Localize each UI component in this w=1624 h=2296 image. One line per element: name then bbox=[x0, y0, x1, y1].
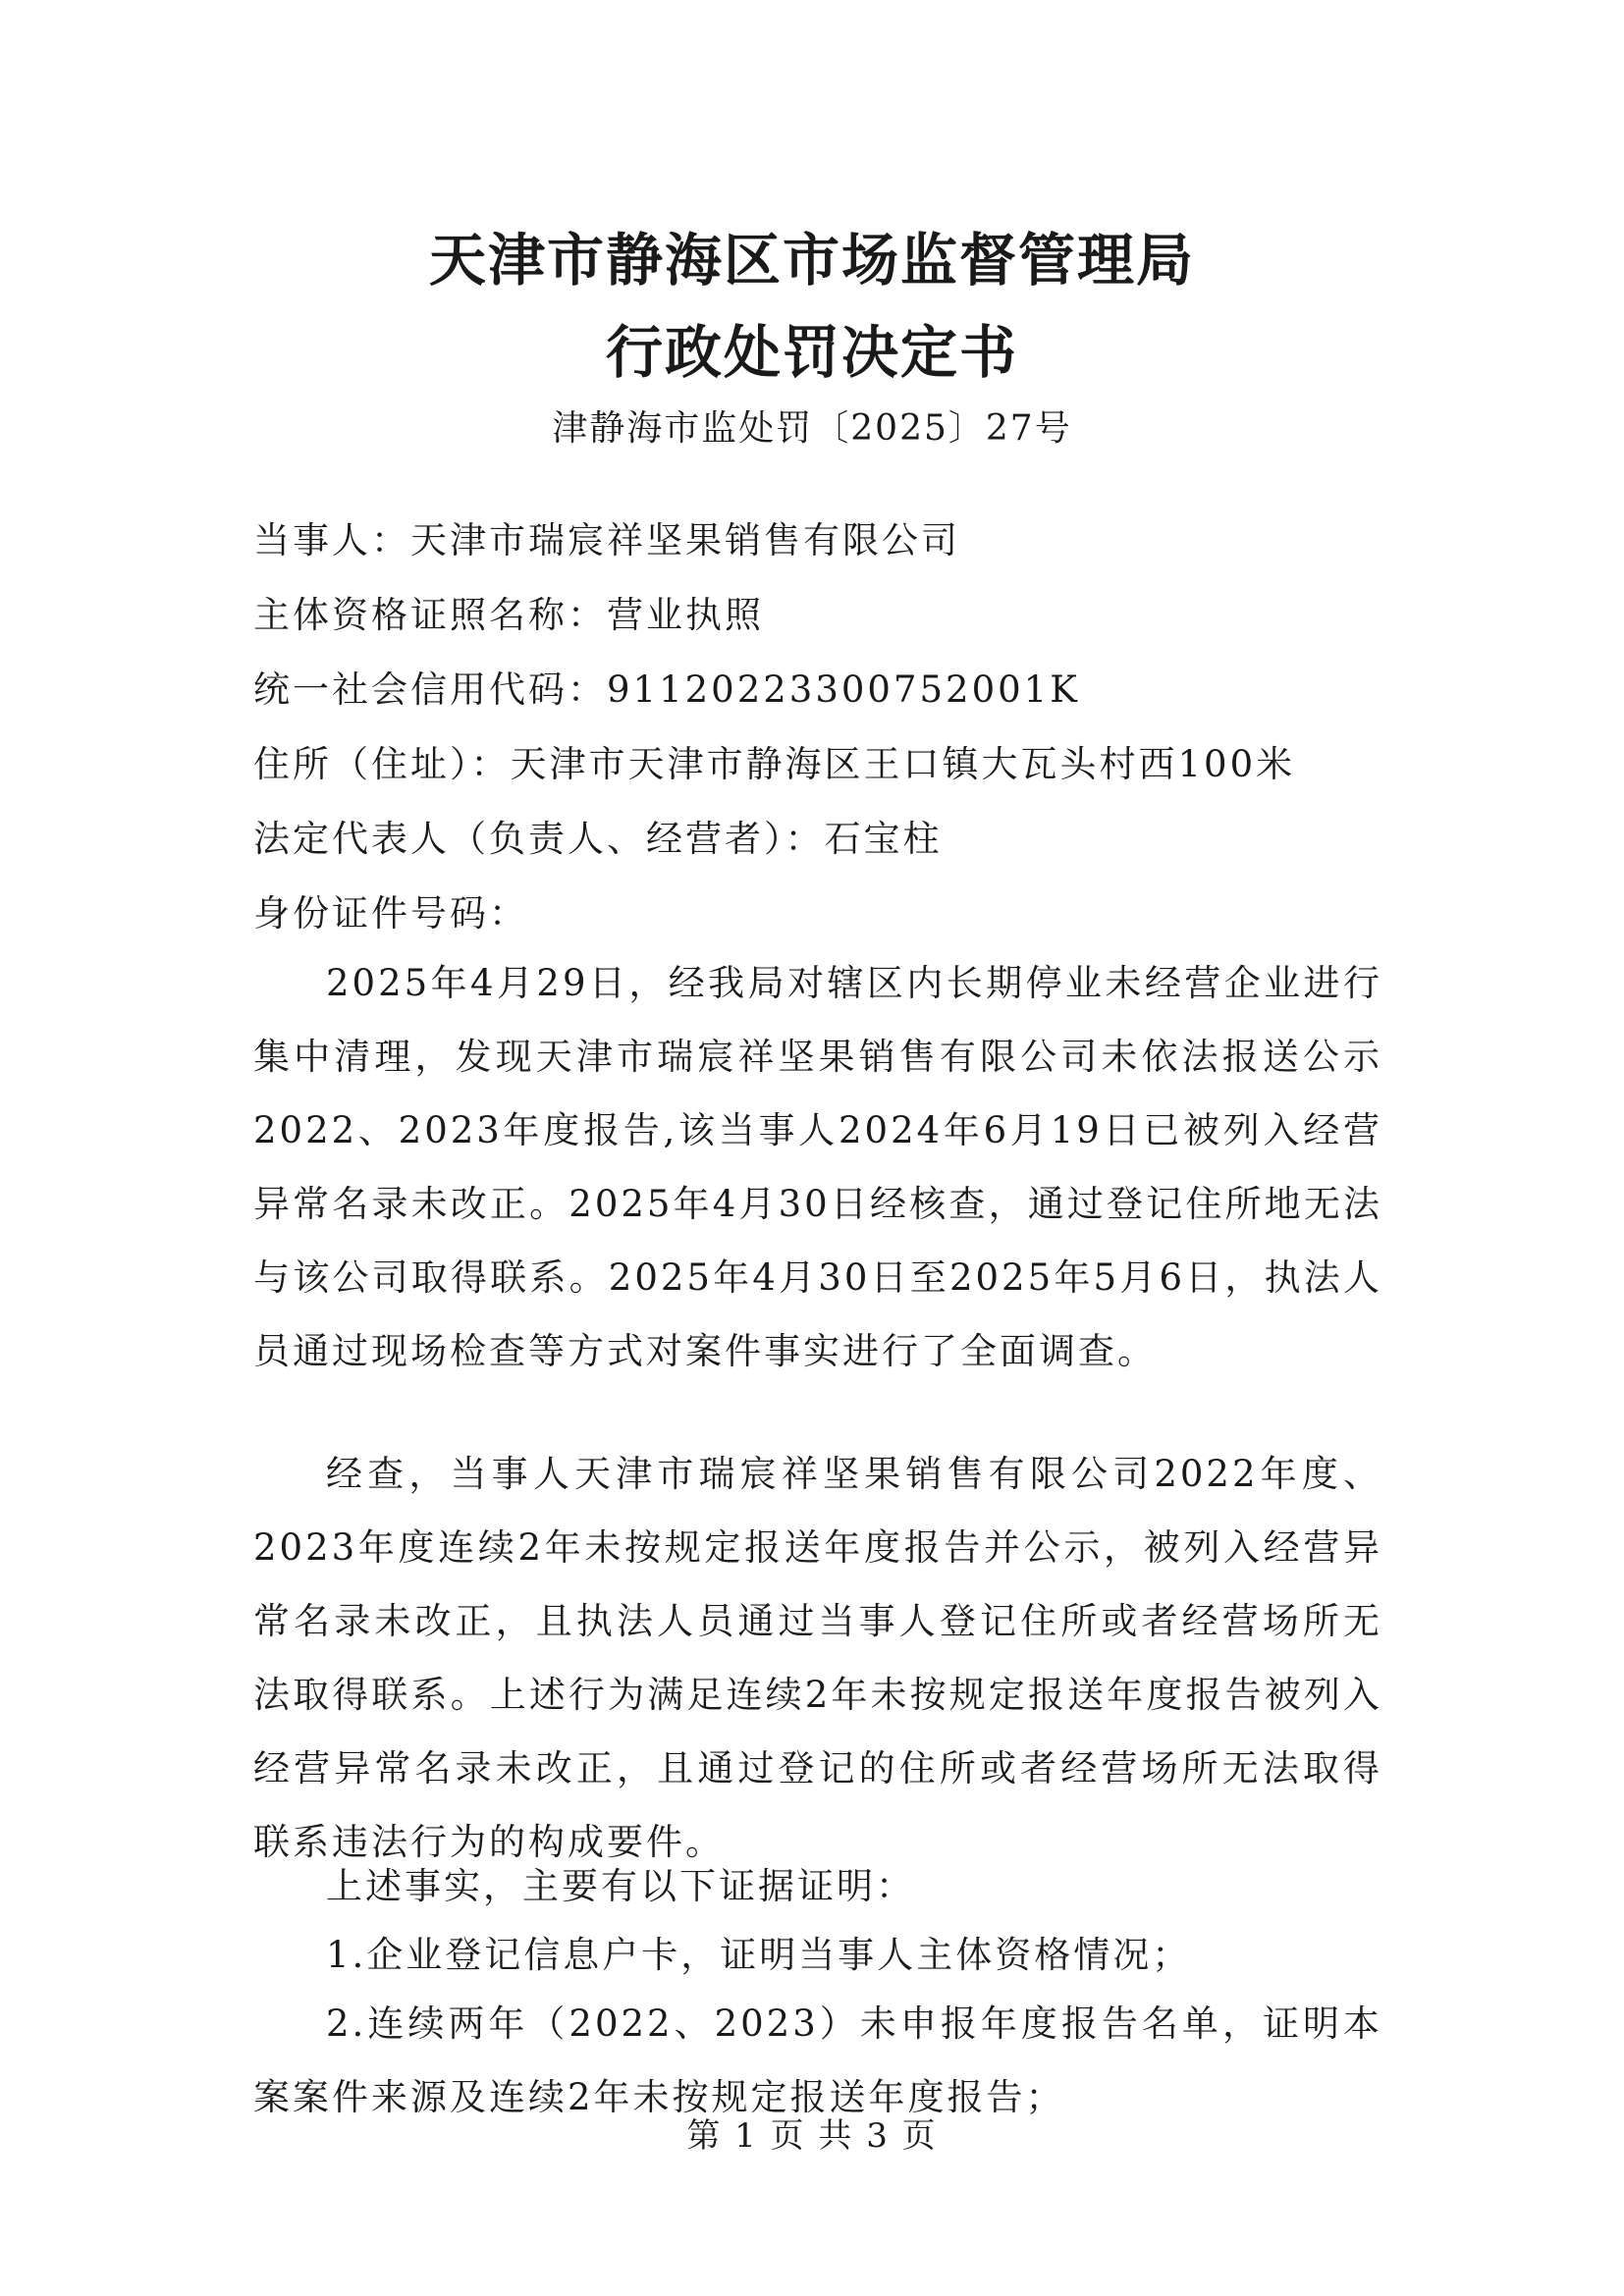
document-number: 津静海市监处罚〔2025〕27号 bbox=[552, 408, 1072, 449]
paragraph-evidence-intro: 上述事实，主要有以下证据证明： bbox=[326, 1865, 915, 1907]
party-line bbox=[253, 510, 960, 563]
page-footer: 第 1 页 共 3 页 bbox=[686, 2116, 938, 2156]
address-label: 住所（住址）： bbox=[253, 743, 511, 785]
credit-code-value: 91120223300752001K bbox=[607, 668, 1080, 711]
credit-code-line bbox=[253, 660, 1080, 713]
document-title-line2: 行政处罚决定书 bbox=[605, 319, 1018, 386]
party-label: 当事人： bbox=[253, 519, 410, 561]
evidence-item: 2.连续两年（2022、2023）未申报年度报告名单，证明本案案件来源及连续2年未按规定报送年度报告； bbox=[253, 2002, 1382, 2118]
party-value: 天津市瑞宸祥坚果销售有限公司 bbox=[410, 519, 960, 561]
license-value: 营业执照 bbox=[607, 594, 764, 636]
id-number-line bbox=[253, 883, 528, 936]
id-number-label: 身份证件号码： bbox=[253, 892, 528, 934]
address-value: 天津市天津市静海区王口镇大瓦头村西100米 bbox=[510, 743, 1296, 785]
credit-code-label: 统一社会信用代码： bbox=[253, 668, 607, 711]
document-title-line1: 天津市静海区市场监督管理局 bbox=[428, 227, 1195, 294]
legal-rep-line bbox=[253, 809, 943, 862]
address-line bbox=[253, 734, 1295, 787]
evidence-item: 1.企业登记信息户卡，证明当事人主体资格情况； bbox=[326, 1934, 1192, 1976]
legal-rep-value: 石宝柱 bbox=[824, 818, 943, 860]
paragraph-case-origin: 2025年4月29日，经我局对辖区内长期停业未经营企业进行集中清理，发现天津市瑞宸祥坚果销售有限公司未依法报送公示2022、2023年度报告,该当事人2024年6月19日已被列入经营异常名录未改正。2025年4月30日经核查，通过登记住所地无法与该公司取得联系。2025年4月30日至2025年5月6日，执法人员通过现场检查等方式对案件事实进行了全面调查。 bbox=[253, 962, 1382, 1372]
license-label: 主体资格证照名称： bbox=[253, 594, 607, 636]
legal-rep-label: 法定代表人（负责人、经营者）： bbox=[253, 818, 825, 860]
paragraph-findings: 经查，当事人天津市瑞宸祥坚果销售有限公司2022年度、2023年度连续2年未按规定报送年度报告并公示，被列入经营异常名录未改正，且执法人员通过当事人登记住所或者经营场所无法取得联系。上述行为满足连续2年未按规定报送年度报告被列入经营异常名录未改正，且通过登记的住所或者经营场所无法取得联系违法行为的构成要件。 bbox=[253, 1453, 1382, 1863]
license-line bbox=[253, 585, 764, 638]
